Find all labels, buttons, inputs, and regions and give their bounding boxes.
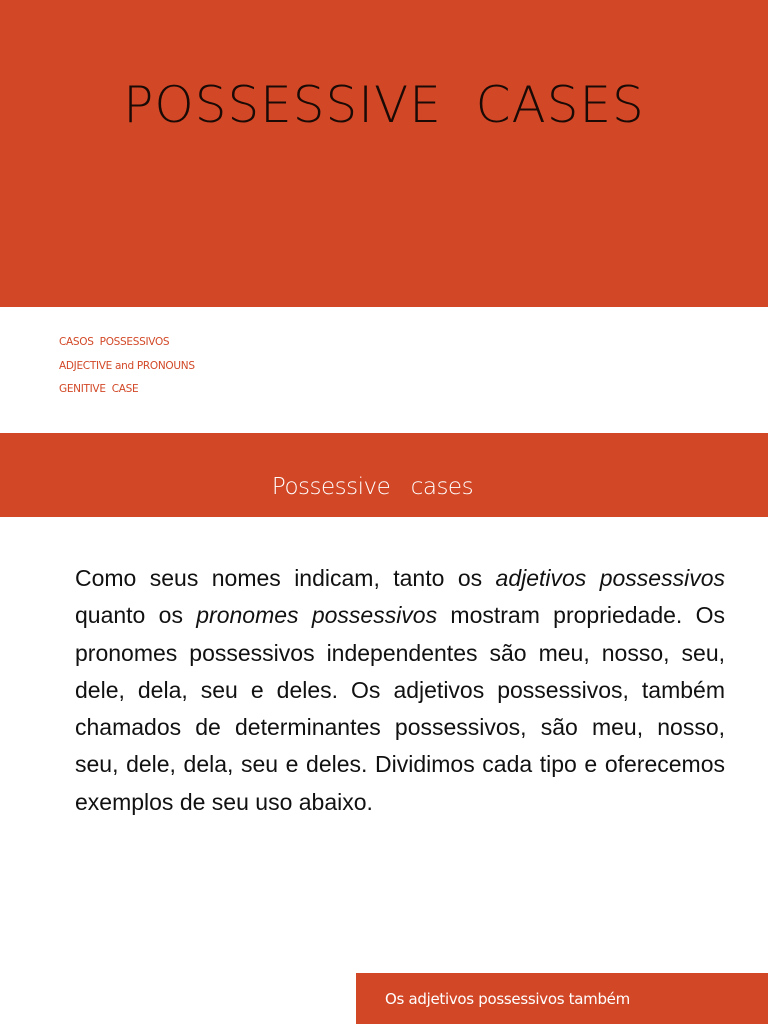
- body-text-part: mostram propriedade. Os pronomes possessivos independentes são meu, nosso, seu, dele, dela, seu e deles. Os adjetivos possessivos, também chamados de determinantes possessivos, são meu, nosso, seu, dele, dela, seu e deles. Dividimos cada tipo e oferecemos exemplos de seu uso abaixo.: [75, 602, 725, 815]
- body-text-part: Como seus nomes indicam, tanto os: [75, 565, 496, 591]
- emphasis-pronomes-possessivos: pronomes possessivos: [196, 602, 438, 629]
- footer-box: [356, 973, 768, 1024]
- body-text-part: quanto os: [75, 602, 197, 629]
- subtitle-list: [59, 331, 195, 402]
- subtitle-line-genitive-case: GENITIVE CASE: [59, 383, 139, 395]
- section-title: Possessive cases: [271, 474, 474, 500]
- subtitle-line-adjective-pronouns: ADJECTIVE and PRONOUNS: [59, 359, 195, 372]
- emphasis-adjetivos-possessivos: adjetivos possessivos: [495, 565, 725, 591]
- page-title: POSSESSIVE CASES: [123, 76, 645, 134]
- body-paragraph: [75, 560, 725, 821]
- subtitle-line-casos-possessivos: CASOS POSSESSIVOS: [59, 336, 170, 348]
- footer-text: Os adjetivos possessivos também: [385, 990, 630, 1008]
- title-band: [0, 0, 768, 307]
